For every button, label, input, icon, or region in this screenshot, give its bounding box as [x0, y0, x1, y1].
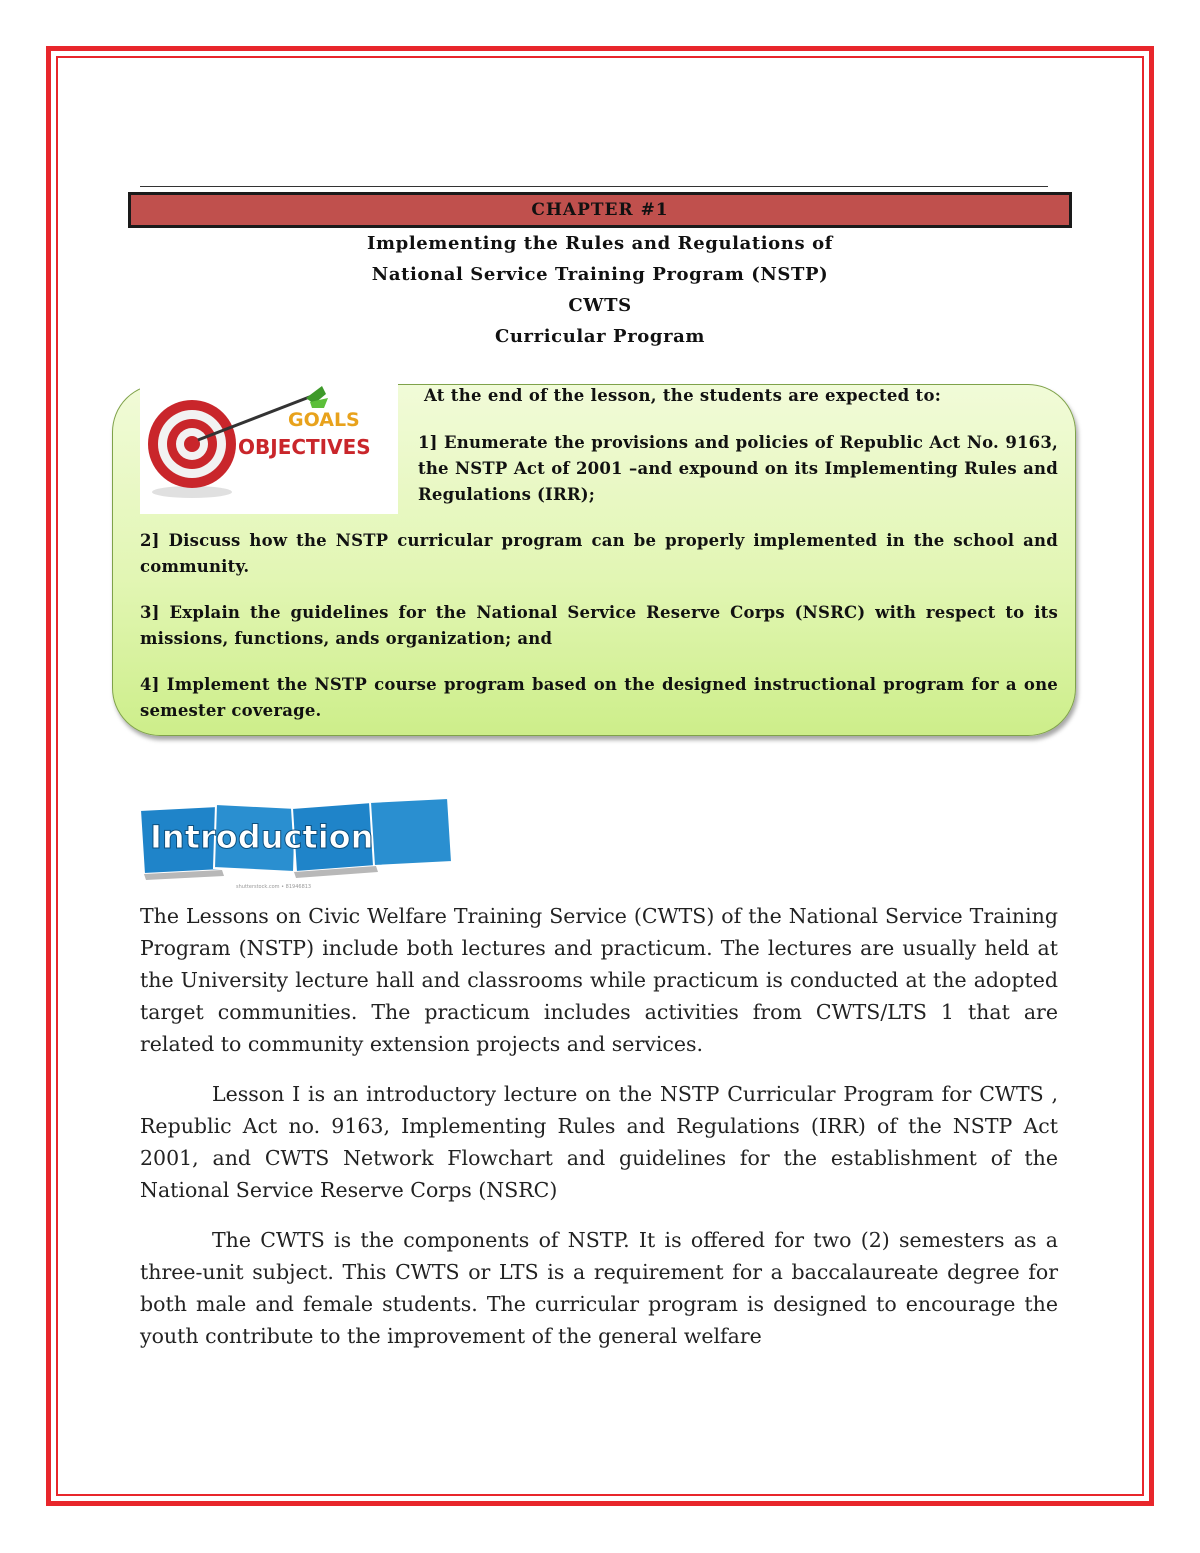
- objective-item-4: 4] Implement the NSTP course program based on the designed instructional program for a one semester coverage.: [140, 675, 1058, 720]
- title-line-3: CWTS: [568, 295, 632, 316]
- title-line-4: Curricular Program: [494, 326, 706, 347]
- chapter-bar: [128, 192, 1072, 228]
- intro-paragraph-2: Lesson I is an introductory lecture on the NSTP Curricular Program for CWTS , Republic Act no. 9163, Implementing Rules and Regulations (IRR) of the NSTP Act 2001, and CWTS Network Flowchart and guidelines for the establishment of the National Service Reserve Corps (NSRC): [140, 1082, 1058, 1202]
- introduction-logo: [136, 796, 458, 892]
- chapter-title: [140, 228, 1060, 352]
- goals-word: GOALS: [288, 409, 360, 431]
- introduction-word: Introduction: [150, 818, 374, 856]
- header-rule: [140, 186, 1048, 187]
- chapter-label: CHAPTER #1: [531, 200, 669, 220]
- goals-objectives-logo: [140, 382, 398, 514]
- objective-item-1: 1] Enumerate the provisions and policies of Republic Act No. 9163, the NSTP Act of 2001 –and expound on its Implementing Rules and Regulations (IRR);: [418, 433, 1058, 504]
- introduction-credit: shutterstock.com • 81946813: [236, 884, 312, 890]
- intro-paragraph-3: The CWTS is the components of NSTP. It is offered for two (2) semesters as a three-unit subject. This CWTS or LTS is a requirement for a baccalaureate degree for both male and female students. The curricular program is designed to encourage the youth contribute to the improvement of the general welfare: [140, 1228, 1058, 1348]
- objective-item-2: 2] Discuss how the NSTP curricular program can be properly implemented in the school and community.: [140, 531, 1058, 576]
- title-line-2: National Service Training Program (NSTP): [371, 264, 829, 285]
- objective-item-3: 3] Explain the guidelines for the National Service Reserve Corps (NSRC) with respect to its missions, functions, ands organization; and: [140, 603, 1058, 648]
- objectives-lead: At the end of the lesson, the students are expected to:: [424, 386, 942, 405]
- objectives-word: OBJECTIVES: [238, 435, 371, 459]
- title-line-1: Implementing the Rules and Regulations of: [366, 233, 834, 254]
- intro-paragraph-1: The Lessons on Civic Welfare Training Service (CWTS) of the National Service Training Program (NSTP) include both lectures and practicum. The lectures are usually held at the University lecture hall and classrooms while practicum is conducted at the adopted target communities. The practicum includes activities from CWTS/LTS 1 that are related to community extension projects and services.: [140, 904, 1058, 1056]
- target-icon: [140, 382, 398, 514]
